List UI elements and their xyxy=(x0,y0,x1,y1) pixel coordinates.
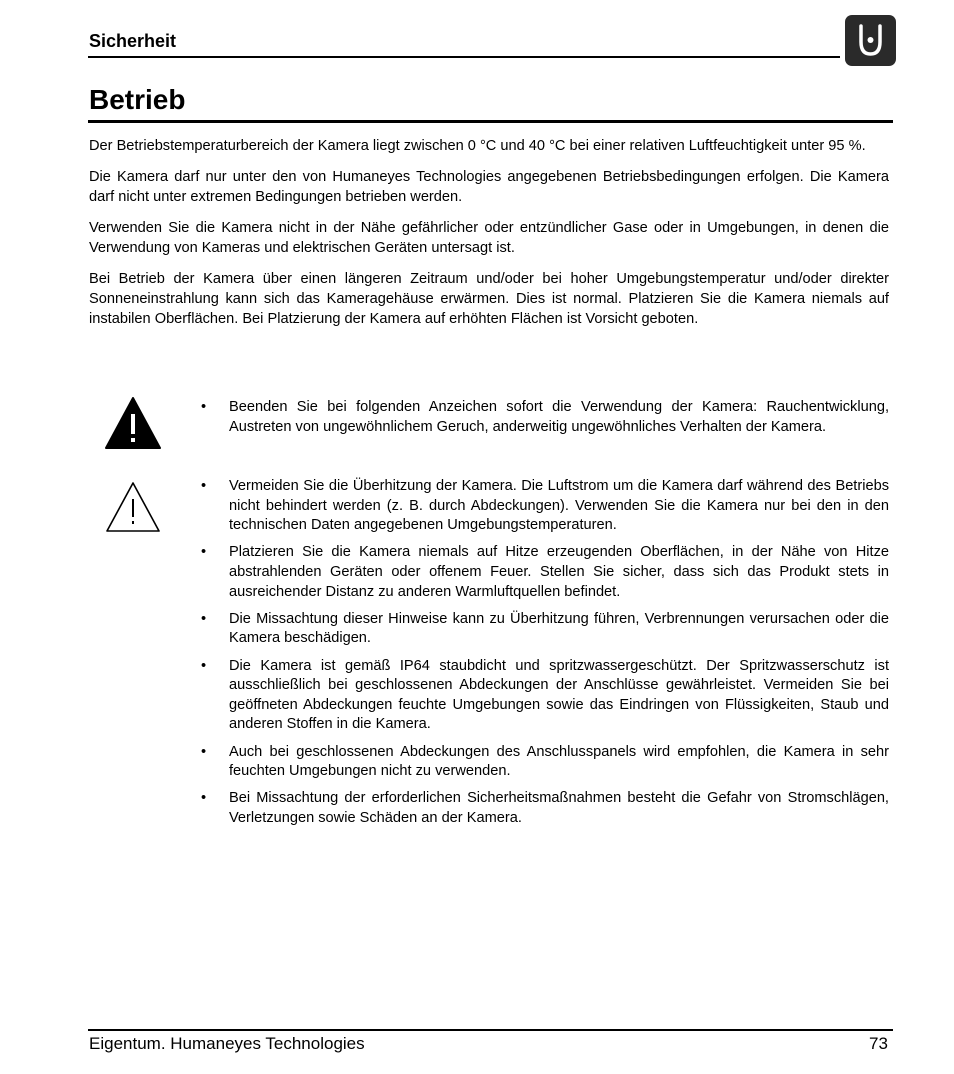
title-divider xyxy=(88,120,893,123)
bullet: • xyxy=(201,478,207,494)
list-item-text: Die Missachtung dieser Hinweise kann zu Überhitzung führen, Verbrennungen verursachen oder die Kamera beschädigen. xyxy=(229,610,889,647)
humaneyes-logo-icon xyxy=(845,15,896,66)
bullet: • xyxy=(201,544,207,561)
list-item-text: Die Kamera ist gemäß IP64 staubdicht und spritzwassergeschützt. Der Spritzwasserschutz ist ausschließlich bei geschlossenen Abdeckungen der Anschlüsse gewährleistet. Vermeiden Sie bei geöffneten Abdeckungen feuchte Umgebungen sowie das Eindringen von Flüssigkeiten, Staub und anderen Stoffen in die Kamera. xyxy=(229,657,889,733)
bullet: • xyxy=(201,743,207,760)
list-item-text: Platzieren Sie die Kamera niemals auf Hitze erzeugenden Oberflächen, in der Nähe von Hitze abstrahlenden Geräten oder offenem Feuer. Stellen Sie sicher, dass sich das Produkt stets in ausreichender Distanz zu anderen Warmluftquellen befindet. xyxy=(229,544,889,600)
danger-list xyxy=(195,398,889,437)
caution-list xyxy=(195,477,889,836)
page-number: 73 xyxy=(869,1034,888,1053)
footer-copyright: Eigentum. Humaneyes Technologies xyxy=(89,1034,365,1053)
list-item xyxy=(195,610,889,649)
bullet: • xyxy=(201,610,207,627)
bullet: • xyxy=(201,399,207,415)
header-divider xyxy=(88,56,840,58)
list-item-text: Bei Missachtung der erforderlichen Sicherheitsmaßnahmen besteht die Gefahr von Stromschlägen, Verletzungen sowie Schäden an der Kamera. xyxy=(229,790,889,826)
paragraph-gases: Verwenden Sie die Kamera nicht in der Nähe gefährlicher oder entzündlicher Gase oder in Umgebungen, in denen die Verwendung von Kameras und elektrischen Geräten untersagt ist. xyxy=(89,220,889,256)
bullet: • xyxy=(201,657,207,674)
danger-warning-icon xyxy=(103,394,163,452)
paragraph-heat: Bei Betrieb der Kamera über einen längeren Zeitraum und/oder bei hoher Umgebungstemperatur und/oder direkter Sonneneinstrahlung kann sich das Kameragehäuse erwärmen. Dies ist normal. Platzieren Sie die Kamera niemals auf instabilen Oberflächen. Bei Platzierung der Kamera auf erhöhten Flächen ist Vorsicht geboten. xyxy=(89,271,889,327)
list-item xyxy=(195,657,889,735)
list-item-text: Vermeiden Sie die Überhitzung der Kamera. Die Luftstrom um die Kamera darf während des Betriebs nicht behindert werden (z. B. durch Abdeckungen). Verwenden Sie die Kamera nur bei den in den technischen Daten angegebenen Umgebungstemperaturen. xyxy=(229,478,889,534)
section-title: Sicherheit xyxy=(89,31,177,51)
list-item xyxy=(195,398,889,437)
page-title: Betrieb xyxy=(89,84,186,115)
bullet: • xyxy=(201,790,207,807)
list-item xyxy=(195,543,889,602)
caution-warning-icon xyxy=(103,478,163,536)
list-item-text: Auch bei geschlossenen Abdeckungen des Anschlusspanels wird empfohlen, die Kamera in sehr feuchten Umgebungen nicht zu verwenden. xyxy=(229,743,889,780)
paragraph-temperature: Der Betriebstemperaturbereich der Kamera liegt zwischen 0 °C und 40 °C bei einer relativen Luftfeuchtigkeit unter 95 %. xyxy=(89,138,866,154)
list-item-text: Beenden Sie bei folgenden Anzeichen sofort die Verwendung der Kamera: Rauchentwicklung, Austreten von ungewöhnlichem Geruch, anderweitig ungewöhnliches Verhalten der Kamera. xyxy=(229,399,889,435)
list-item xyxy=(195,743,889,782)
list-item xyxy=(195,789,889,828)
paragraph-conditions: Die Kamera darf nur unter den von Humaneyes Technologies angegebenen Betriebsbedingungen erfolgen. Die Kamera darf nicht unter extremen Bedingungen betrieben werden. xyxy=(89,169,889,205)
list-item xyxy=(195,477,889,536)
footer-divider xyxy=(88,1029,893,1031)
body-paragraphs xyxy=(89,137,889,341)
